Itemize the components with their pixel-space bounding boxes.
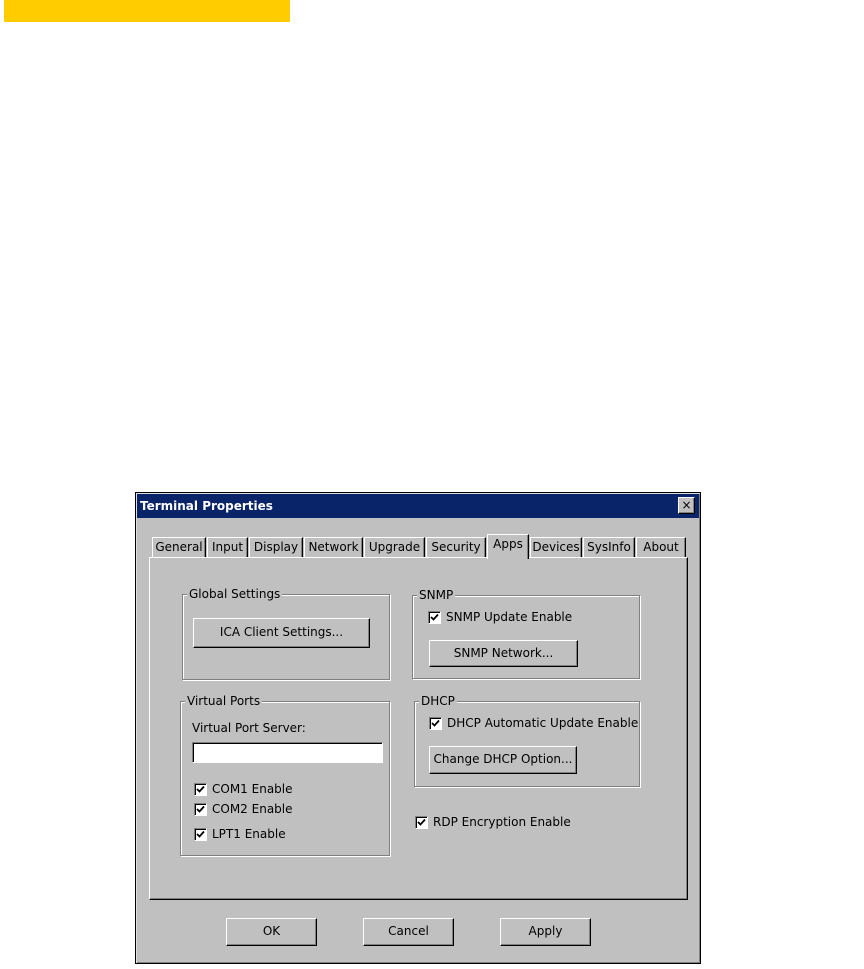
tab-sysinfo[interactable]: SysInfo	[583, 537, 635, 558]
global-settings-label: Global Settings	[189, 587, 281, 601]
tab-display[interactable]: Display	[249, 537, 303, 558]
tab-input[interactable]: Input	[207, 537, 248, 558]
global-settings-group	[182, 587, 390, 680]
checkmark-icon	[196, 805, 205, 814]
checkbox-box	[194, 803, 207, 816]
virtual-port-server-label: Virtual Port Server:	[192, 721, 306, 735]
cancel-button[interactable]: Cancel	[363, 918, 454, 946]
change-dhcp-option-button[interactable]: Change DHCP Option...	[429, 746, 577, 774]
lpt1-enable-label: LPT1 Enable	[212, 827, 286, 841]
checkbox-box	[428, 611, 441, 624]
close-icon: ×	[681, 498, 692, 512]
dhcp-group	[414, 694, 640, 787]
checkmark-icon	[196, 785, 205, 794]
dhcp-automatic-update-checkbox[interactable]	[429, 716, 638, 730]
snmp-network-button[interactable]: SNMP Network...	[429, 640, 578, 667]
checkmark-icon	[196, 830, 205, 839]
ica-client-settings-button[interactable]: ICA Client Settings...	[193, 618, 370, 648]
checkmark-icon	[431, 719, 440, 728]
checkbox-box	[194, 783, 207, 796]
tab-apps[interactable]: Apps	[487, 534, 529, 559]
snmp-group	[412, 588, 640, 679]
com2-enable-label: COM2 Enable	[212, 802, 293, 816]
title-bar	[137, 494, 699, 518]
com2-enable-checkbox[interactable]	[194, 802, 293, 816]
virtual-ports-group	[180, 694, 390, 856]
rdp-encryption-enable-label: RDP Encryption Enable	[433, 815, 571, 829]
window-title: Terminal Properties	[140, 499, 273, 513]
lpt1-enable-checkbox[interactable]	[194, 827, 286, 841]
dhcp-label: DHCP	[421, 694, 455, 708]
dhcp-automatic-update-label: DHCP Automatic Update Enable	[447, 716, 639, 730]
ok-button[interactable]: OK	[226, 918, 317, 946]
highlight-bar	[4, 0, 290, 22]
tab-network[interactable]: Network	[304, 537, 363, 558]
com1-enable-label: COM1 Enable	[212, 782, 293, 796]
snmp-update-enable-checkbox[interactable]	[428, 610, 572, 624]
rdp-encryption-enable-checkbox[interactable]	[415, 815, 571, 829]
checkbox-box	[194, 828, 207, 841]
tab-about[interactable]: About	[636, 537, 686, 558]
snmp-label: SNMP	[419, 588, 454, 602]
checkmark-icon	[430, 613, 439, 622]
apply-button[interactable]: Apply	[500, 918, 591, 946]
tab-security[interactable]: Security	[426, 537, 486, 558]
checkbox-box	[415, 816, 428, 829]
virtual-ports-label: Virtual Ports	[187, 694, 261, 708]
virtual-port-server-input[interactable]	[192, 742, 383, 763]
checkbox-box	[429, 717, 442, 730]
close-button[interactable]	[678, 497, 695, 514]
checkmark-icon	[417, 818, 426, 827]
terminal-properties-dialog	[135, 492, 701, 964]
tab-general[interactable]: General	[152, 537, 206, 558]
snmp-update-enable-label: SNMP Update Enable	[446, 610, 573, 624]
tab-devices[interactable]: Devices	[530, 537, 582, 558]
com1-enable-checkbox[interactable]	[194, 782, 293, 796]
tab-upgrade[interactable]: Upgrade	[364, 537, 425, 558]
apps-panel	[149, 557, 688, 900]
